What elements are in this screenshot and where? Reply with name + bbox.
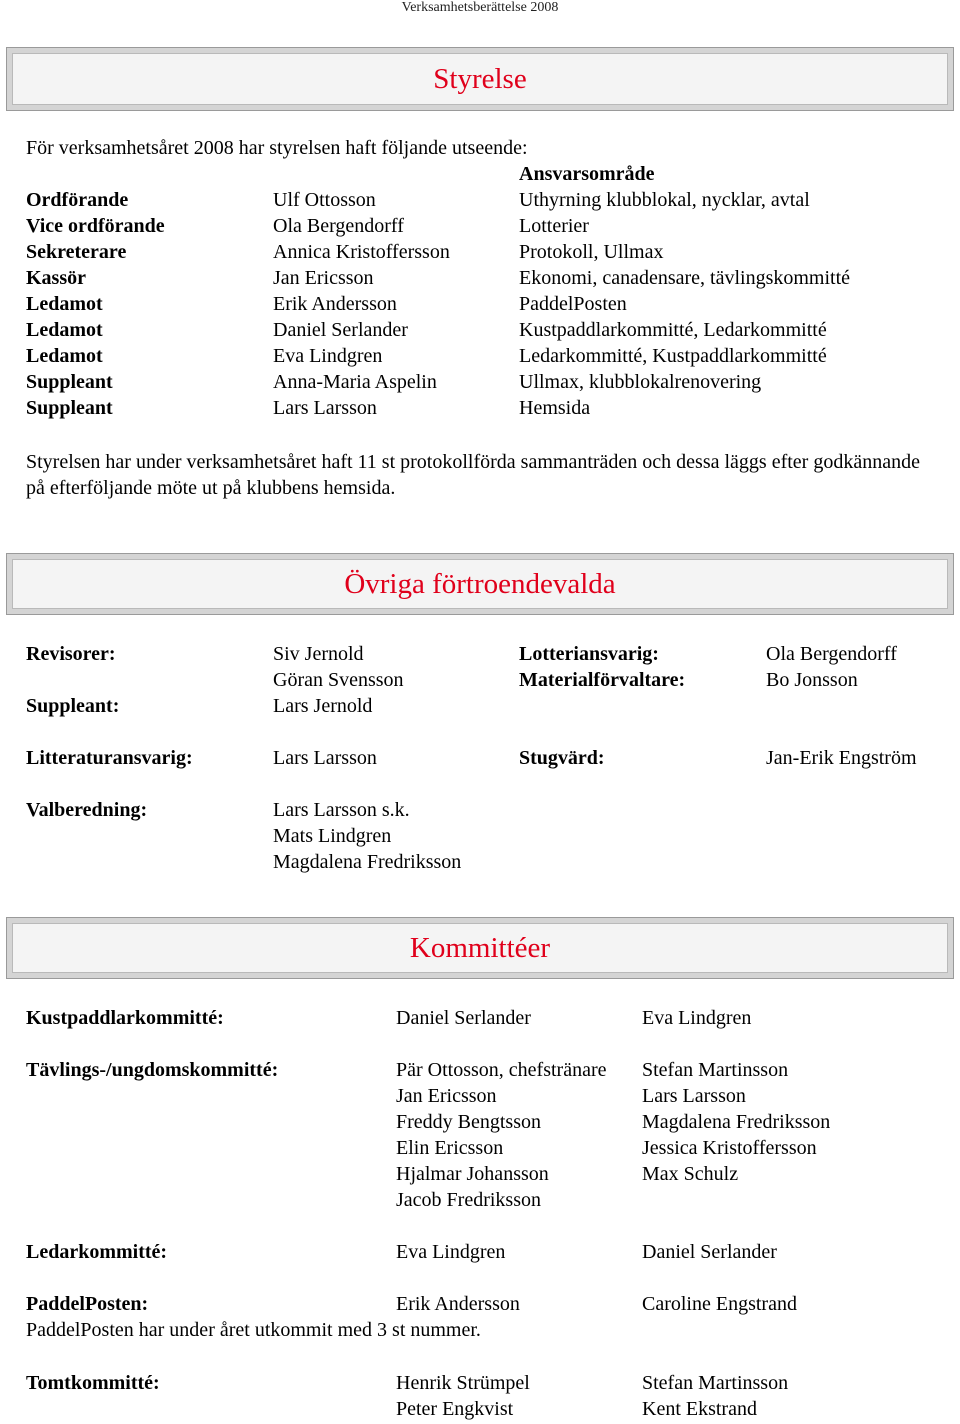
committee-member: Daniel Serlander xyxy=(396,1007,531,1029)
board-area: Lotterier xyxy=(519,215,589,237)
committee-member: Pär Ottosson, chefstränare xyxy=(396,1059,607,1081)
committee-member: Freddy Bengtsson xyxy=(396,1111,541,1133)
table-row xyxy=(0,1291,960,1317)
valberedning-name: Mats Lindgren xyxy=(273,825,392,847)
table-row xyxy=(0,1161,960,1187)
board-role: Suppleant xyxy=(26,397,113,419)
table-row xyxy=(0,1370,960,1396)
board-area: Protokoll, Ullmax xyxy=(519,241,664,263)
kommitteer-banner xyxy=(6,917,954,979)
board-name: Ulf Ottosson xyxy=(273,189,376,211)
board-role: Ordförande xyxy=(26,189,129,211)
committee-member: Stefan Martinsson xyxy=(642,1059,789,1081)
table-row xyxy=(0,1135,960,1161)
table-row xyxy=(0,369,960,395)
material-name: Bo Jonsson xyxy=(766,669,858,691)
committee-member: Eva Lindgren xyxy=(396,1241,506,1263)
board-area: Hemsida xyxy=(519,397,591,419)
committee-member: Caroline Engstrand xyxy=(642,1293,797,1315)
table-row xyxy=(0,1109,960,1135)
kommitteer-title: Kommittéer xyxy=(409,932,551,964)
styrelse-banner xyxy=(6,47,954,111)
board-role: Vice ordförande xyxy=(26,215,165,237)
ansvar-column-header: Ansvarsområde xyxy=(519,163,655,185)
revisor-name: Göran Svensson xyxy=(273,669,404,691)
committee-member: Jacob Fredriksson xyxy=(396,1189,541,1211)
litteratur-label: Litteraturansvarig: xyxy=(26,747,193,769)
running-header: Verksamhetsberättelse 2008 xyxy=(401,0,559,15)
table-row xyxy=(0,1187,960,1213)
board-name: Lars Larsson xyxy=(273,397,377,419)
stugvard-label: Stugvärd: xyxy=(519,747,605,769)
litteratur-name: Lars Larsson xyxy=(273,747,377,769)
committee-member: Henrik Strümpel xyxy=(396,1372,530,1394)
board-area: Ekonomi, canadensare, tävlingskommitté xyxy=(519,267,851,289)
committee-member: Daniel Serlander xyxy=(642,1241,777,1263)
committee-label: Tomtkommitté: xyxy=(26,1372,160,1394)
suppleant-name: Lars Jernold xyxy=(273,695,373,717)
board-role: Suppleant xyxy=(26,371,113,393)
committee-label: Kustpaddlarkommitté: xyxy=(26,1007,224,1029)
committee-label: Tävlings-/ungdomskommitté: xyxy=(26,1059,279,1081)
board-name: Anna-Maria Aspelin xyxy=(273,371,437,393)
board-area: Ullmax, klubblokalrenovering xyxy=(519,371,762,393)
table-row xyxy=(0,239,960,265)
table-row xyxy=(0,1396,960,1422)
table-row xyxy=(0,317,960,343)
styrelse-title: Styrelse xyxy=(433,63,527,95)
table-row xyxy=(0,1005,960,1031)
valberedning-label: Valberedning: xyxy=(26,799,148,821)
committee-member: Erik Andersson xyxy=(396,1293,520,1315)
committee-member: Kent Ekstrand xyxy=(642,1398,757,1420)
table-row xyxy=(0,265,960,291)
committee-member: Magdalena Fredriksson xyxy=(642,1111,831,1133)
board-area: Kustpaddlarkommitté, Ledarkommitté xyxy=(519,319,827,341)
lotteri-label: Lotteriansvarig: xyxy=(519,643,659,665)
stugvard-name: Jan-Erik Engström xyxy=(766,747,917,769)
board-area: Uthyrning klubblokal, nycklar, avtal xyxy=(519,189,810,211)
table-row xyxy=(0,395,960,421)
table-row xyxy=(0,343,960,369)
suppleant-label: Suppleant: xyxy=(26,695,120,717)
committee-member: Lars Larsson xyxy=(642,1085,746,1107)
board-role: Ledamot xyxy=(26,319,103,341)
ovriga-banner xyxy=(6,553,954,615)
styrelse-intro: För verksamhetsåret 2008 har styrelsen haft följande utseende: xyxy=(26,137,528,159)
table-row xyxy=(0,1239,960,1265)
committee-label: Ledarkommitté: xyxy=(26,1241,168,1263)
valberedning-name: Lars Larsson s.k. xyxy=(273,799,410,821)
committee-member: Stefan Martinsson xyxy=(642,1372,789,1394)
table-row xyxy=(0,213,960,239)
paddelposten-note: PaddelPosten har under året utkommit med 3 st nummer. xyxy=(26,1319,481,1341)
revisorer-label: Revisorer: xyxy=(26,643,116,665)
board-name: Daniel Serlander xyxy=(273,319,408,341)
board-name: Erik Andersson xyxy=(273,293,397,315)
board-role: Ledamot xyxy=(26,293,103,315)
committee-member: Elin Ericsson xyxy=(396,1137,504,1159)
styrelse-closing: Styrelsen har under verksamhetsåret haft 11 st protokollförda sammanträden och dessa läggs efter godkännande på efterföljande möte ut på klubbens hemsida. xyxy=(26,451,920,499)
board-name: Annica Kristoffersson xyxy=(273,241,450,263)
lotteri-name: Ola Bergendorff xyxy=(766,643,897,665)
material-label: Materialförvaltare: xyxy=(519,669,686,691)
board-role: Ledamot xyxy=(26,345,103,367)
committee-member: Max Schulz xyxy=(642,1163,739,1185)
committee-member: Jan Ericsson xyxy=(396,1085,497,1107)
table-row xyxy=(0,1057,960,1083)
board-name: Jan Ericsson xyxy=(273,267,374,289)
board-name: Ola Bergendorff xyxy=(273,215,404,237)
board-name: Eva Lindgren xyxy=(273,345,383,367)
board-role: Kassör xyxy=(26,267,86,289)
board-area: Ledarkommitté, Kustpaddlarkommitté xyxy=(519,345,827,367)
valberedning-name: Magdalena Fredriksson xyxy=(273,851,462,873)
committee-member: Peter Engkvist xyxy=(396,1398,514,1420)
table-row xyxy=(0,187,960,213)
board-role: Sekreterare xyxy=(26,241,127,263)
committee-label: PaddelPosten: xyxy=(26,1293,149,1315)
committee-member: Hjalmar Johansson xyxy=(396,1163,549,1185)
revisor-name: Siv Jernold xyxy=(273,643,364,665)
board-area: PaddelPosten xyxy=(519,293,627,315)
committee-member: Jessica Kristoffersson xyxy=(642,1137,817,1159)
table-row xyxy=(0,1083,960,1109)
table-row xyxy=(0,291,960,317)
ovriga-title: Övriga förtroendevalda xyxy=(344,568,616,600)
committee-member: Eva Lindgren xyxy=(642,1007,752,1029)
